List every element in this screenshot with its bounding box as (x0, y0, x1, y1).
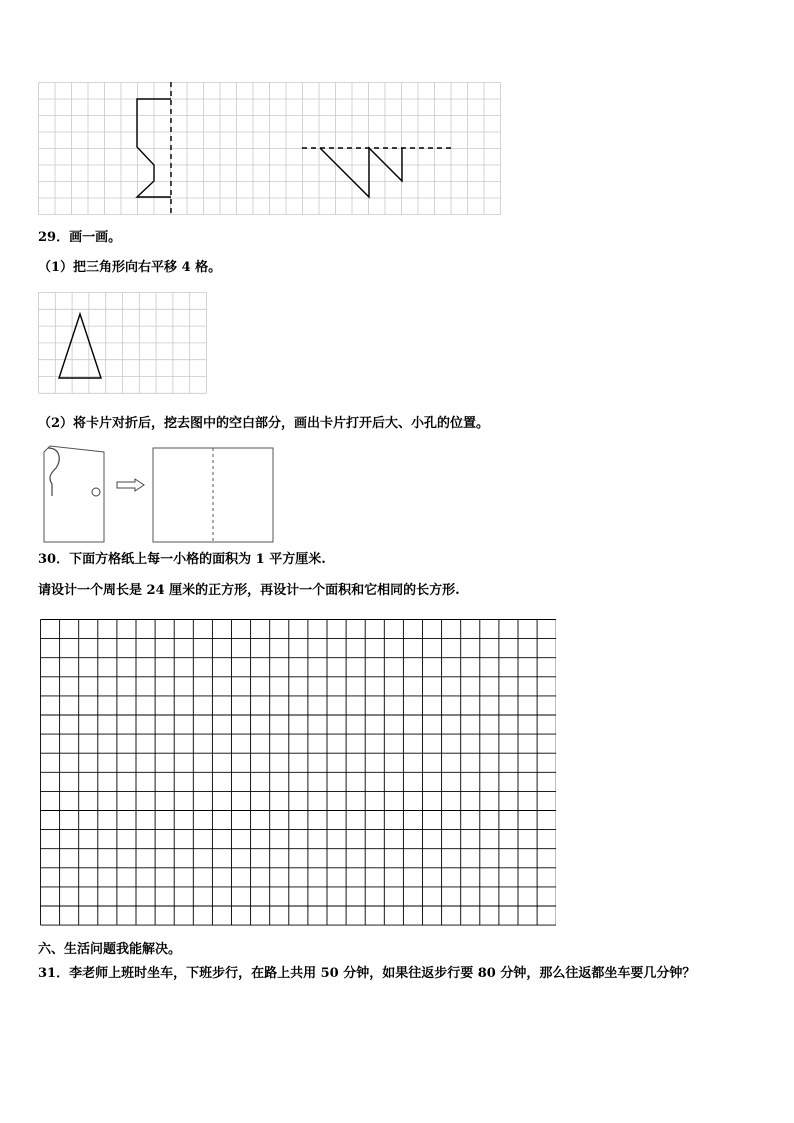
symmetry-grid (38, 82, 504, 216)
q31-text: 31．李老师上班时坐车，下班步行，在路上共用 50 分钟，如果往返步行要 80 分钟，那么往返都坐车要几分钟？ (38, 966, 696, 981)
q29-part2: （2）将卡片对折后，挖去图中的空白部分，画出卡片打开后大、小孔的位置。 (38, 416, 490, 431)
square-paper-grid (40, 619, 556, 927)
opened-card (152, 447, 276, 545)
triangle-grid (38, 292, 208, 400)
folded-card (38, 444, 108, 544)
right-arrow-icon (116, 478, 146, 492)
small-hole-cut (92, 488, 100, 496)
q29-part1: （1）把三角形向右平移 4 格。 (38, 260, 222, 275)
q29-heading: 29．画一画。 (38, 230, 122, 245)
triangle-shape (59, 314, 101, 378)
grid-lines (41, 620, 557, 926)
section6-heading: 六、生活问题我能解决。 (38, 942, 182, 957)
q30-heading: 30．下面方格纸上每一小格的面积为 1 平方厘米. (38, 552, 326, 567)
q30-instruction: 请设计一个周长是 24 厘米的正方形，再设计一个面积和它相同的长方形. (38, 583, 460, 598)
right-half-shape (320, 148, 402, 197)
